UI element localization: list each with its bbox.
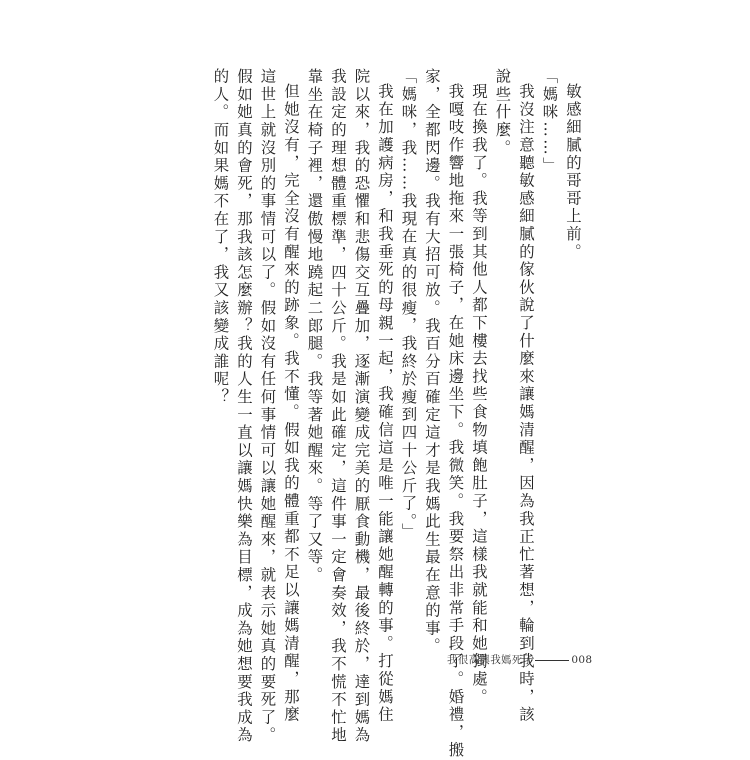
body-line: 我嘎吱作響地拖來一張椅子，在她床邊坐下。我微笑。我要祭出非常手段了。婚禮，搬 [446,83,465,760]
body-line: 我在加護病房，和我垂死的母親一起，我確信這是唯一能讓她醒轉的事。打從媽住 [376,83,394,725]
body-line: 「媽咪，我……我現在真的很瘦，我終於瘦到四十公斤了。」 [399,68,418,541]
page-footer [447,652,592,667]
body-line: 但她沒有，完全沒有醒來的跡象。我不懂。假如我的體重都不足以讓媽清醒，那麼 [282,83,300,725]
body-line: 說些什麼。 [493,68,512,157]
running-title: 我很高興我媽死了 [447,654,534,666]
body-line: 靠坐在椅子裡，還傲慢地蹺起二郎腿。我等著她醒來。等了又等。 [305,68,324,585]
body-line: 現在換我了。我等到其他人都下樓去找些食物填飽肚子，這樣我就能和她獨處。 [470,83,488,707]
body-line: 假如她真的會死，那我該怎麼辦？我的人生一直以讓媽快樂為目標，成為她想要我成為 [235,68,253,745]
body-line: 敏感細膩的哥哥上前。 [564,83,582,262]
body-line: 這世上就沒別的事情可以了。假如沒有任何事情可以讓她醒來，就表示她真的要死了。 [258,68,277,745]
body-line: 家，全都閃邊。我有大招可放。我百分百確定這才是我媽此生最在意的事。 [423,68,441,656]
body-line: 我沒注意聽敏感細膩的傢伙說了什麼來讓媽清醒，因為我正忙著想，輪到我時，該 [517,83,535,725]
footer-rule [535,660,569,661]
body-line: 我設定的理想體重標準，四十公斤。我是如此確定，這件事一定會奏效，我不慌不忙地 [329,68,347,745]
body-line: 「媽咪……」 [540,68,559,175]
page-number: 008 [571,654,593,666]
body-line: 的人。而如果媽不在了，我又該變成誰呢？ [211,68,230,407]
body-line: 院以來，我的恐懼和悲傷交互疊加，逐漸演變成完美的厭食動機，最後終於，達到媽為 [352,68,371,745]
